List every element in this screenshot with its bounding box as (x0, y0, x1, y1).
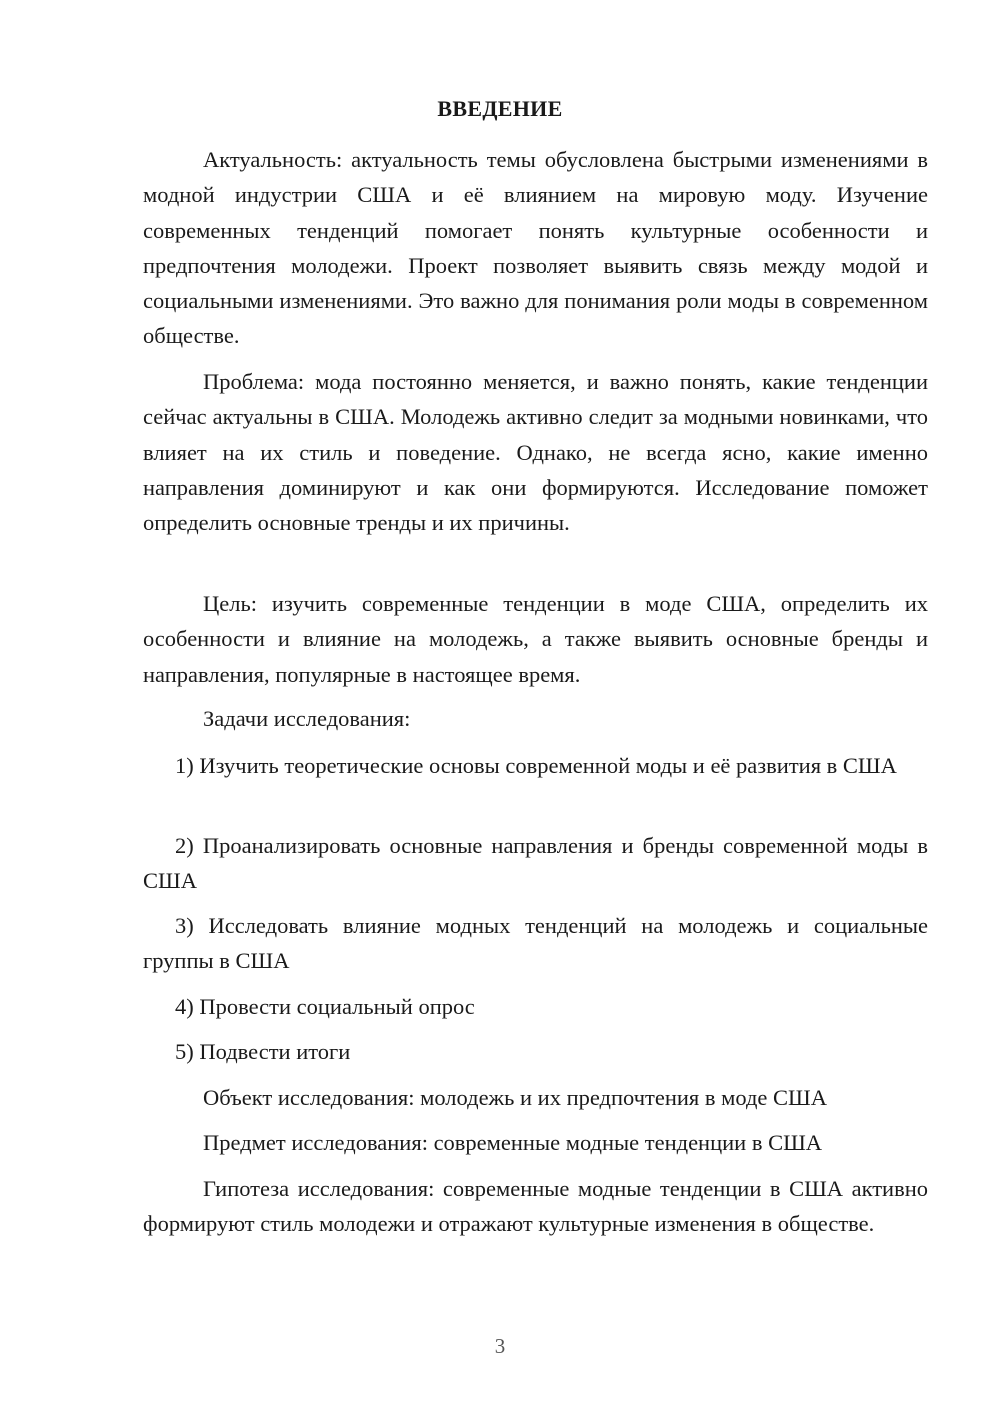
task-item-4: 4) Провести социальный опрос (175, 994, 475, 1019)
goal-paragraph: Цель: изучить современные тенденции в моде США, определить их особенности и влияние на молодежь, а также выявить основные бренды и направления, популярные в настоящее время. (143, 591, 928, 687)
problem-paragraph: Проблема: мода постоянно меняется, и важно понять, какие тенденции сейчас актуальны в США. Молодежь активно следит за модными новинками, что влияет на их стиль и поведение. Однако, не всегда ясно, какие именно направления доминируют и как они формируются. Исследование поможет определить основные тренды и их причины. (143, 369, 928, 536)
section-title: ВВЕДЕНИЕ (437, 96, 563, 121)
tasks-heading: Задачи исследования: (203, 706, 411, 731)
task-item-3: 3) Исследовать влияние модных тенденций на молодежь и социальные группы в США (143, 913, 928, 974)
task-item-2: 2) Проанализировать основные направления и бренды современной моды в США (143, 833, 928, 894)
object-paragraph: Объект исследования: молодежь и их предпочтения в моде США (203, 1085, 828, 1110)
page-number: 3 (494, 1334, 506, 1358)
task-item-5: 5) Подвести итоги (175, 1039, 351, 1064)
relevance-paragraph: Актуальность: актуальность темы обусловлена быстрыми изменениями в модной индустрии США и её влиянием на мировую моду. Изучение современных тенденций помогает понять культурные особенности и предпочтения молодежи. Проект позволяет выявить связь между модой и социальными изменениями. Это важно для понимания роли моды в современном обществе. (143, 147, 928, 349)
task-item-1: 1) Изучить теоретические основы современной моды и её развития в США (175, 753, 897, 778)
subject-paragraph: Предмет исследования: современные модные тенденции в США (203, 1130, 823, 1155)
hypothesis-paragraph: Гипотеза исследования: современные модные тенденции в США активно формируют стиль молодежи и отражают культурные изменения в обществе. (143, 1176, 928, 1237)
